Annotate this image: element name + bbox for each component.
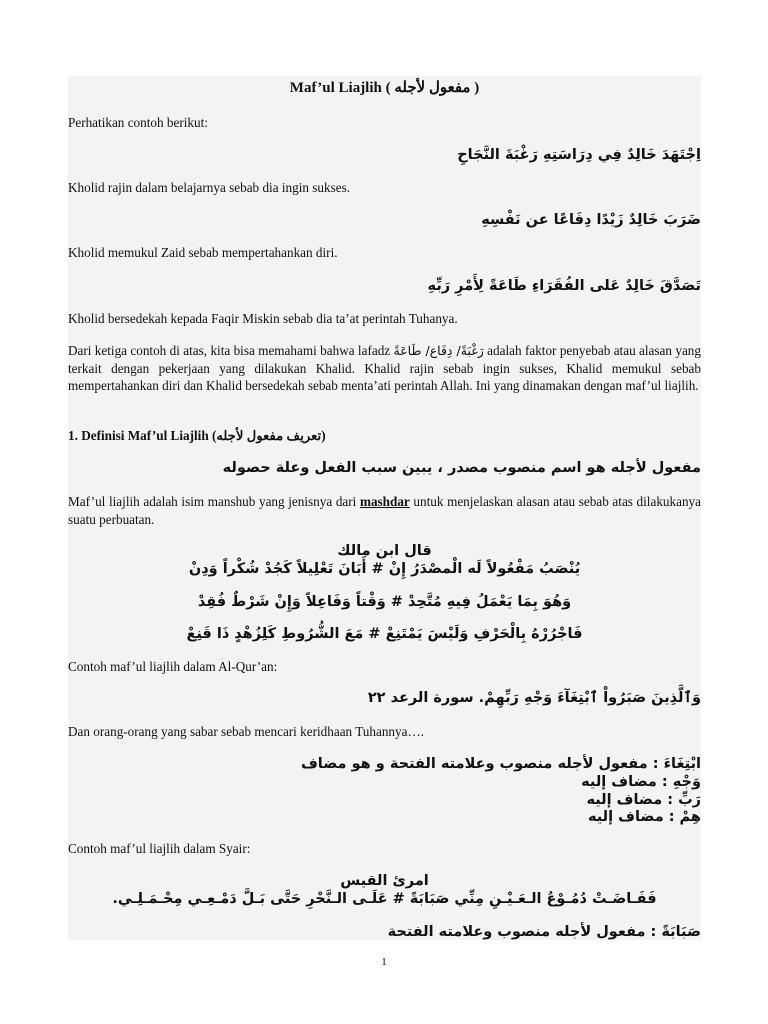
- poem-line-2: وَهُوَ بِمَا يَعْمَلُ فِيهِ مُتَّحِدْ # وَقْتاً وَفَاعِلاً وَإِنْ شَرْطٌ فُقِدْ: [197, 594, 572, 610]
- poem-heading: قال ابن مالك: [337, 543, 432, 559]
- explanation-part-2: adalah faktor penyebab atau alasan yang terkait dengan pekerjaan yang dilakukan Khalid. Khalid rajin sebab ingin sukses, Khalid memukul sebab mempertahankan diri dan Khalid bersedekah sebab menta’ati perintah Allah. Ini yang dinamakan dengan maf’ul liajlih.: [68, 343, 701, 393]
- example-3-arabic: تَصَدَّقَ خَالِدٌ عَلى الفُقَرَاءِ طَاعَةً لِأَمْرِ رَبِّهِ: [427, 278, 701, 294]
- definition-arabic: مفعول لأجله هو اسم منصوب مصدر ، يبين سبب الفعل وعلة حصوله: [222, 460, 701, 476]
- poem-line-3: فَاجْرُرْهُ بِالْحَرْفِ وَلَيْسَ يَمْتَنِعْ # مَعَ الشُّرُوطِ كَلِزُهْدٍ ذَا قَنِعْ: [186, 626, 583, 642]
- example-1-arabic: اِجْتَهَدَ خَالِدٌ فِي دِرَاسَتِهِ رَغْبَةَ النَّجَاحِ: [457, 147, 701, 163]
- example-3-translation: Kholid bersedekah kepada Faqir Miskin sebab dia ta’at perintah Tuhanya.: [68, 311, 458, 326]
- definition-paragraph: [68, 493, 701, 528]
- example-2-arabic: ضَرَبَ خَالِدٌ زَيْدًا دِفَاعًا عن نَفْسِهِ: [481, 212, 701, 228]
- irab-line-1: ابْتِغَاءَ : مفعول لأجله منصوب وعلامته الفتحة و هو مضاف: [300, 756, 701, 772]
- syair-line: فَفَـاضَـتْ دُمُـوْعُ الـعَـيْـنِ مِنِّي صَبَابَةً # عَلَـى الـنَّحْرِ حَتَّى بَـلَّ دَمْـعِـي مِحْـمَـلِـي.: [112, 891, 657, 907]
- irab-line-4: هِمْ : مضاف إليه: [587, 809, 701, 825]
- intro-text: Perhatikan contoh berikut:: [68, 115, 208, 130]
- page-number: 1: [381, 956, 387, 968]
- example-1-translation: Kholid rajin dalam belajarnya sebab dia ingin sukses.: [68, 180, 350, 195]
- explanation-part-1: Dari ketiga contoh di atas, kita bisa memahami bahwa lafadz: [68, 343, 394, 358]
- irab-line-5: صَبَابَةً : مفعول لأجله منصوب وعلامته الفتحة: [387, 924, 701, 940]
- poem-line-1: يُنْصَبُ مَفْعُولاً لَه الْمصْدَرُ إِنْ # أَبَانَ تَعْلِيلاً كَجُدْ شُكْراً وَدِنْ: [188, 561, 581, 577]
- section-heading-definition: 1. Definisi Maf’ul Liajlih (تعريف مفعول لأجله): [68, 428, 326, 443]
- irab-line-2: وَجْهِ : مضاف إليه: [581, 774, 701, 790]
- example-2-translation: Kholid memukul Zaid sebab mempertahankan diri.: [68, 245, 338, 260]
- page-title: Maf’ul Liajlih ( مفعول لأجله ): [289, 80, 480, 96]
- quran-translation: Dan orang-orang yang sabar sebab mencari keridhaan Tuhannya….: [68, 724, 424, 739]
- quran-intro: Contoh maf’ul liajlih dalam Al-Qur’an:: [68, 659, 278, 674]
- quran-arabic: وَٱلَّذِينَ صَبَرُواْ ٱبْتِغَآءَ وَجْهِ رَبِّهِمْ. سورة الرعد ٢٢: [367, 690, 701, 706]
- irab-line-3: رَبِّ : مضاف إليه: [586, 792, 701, 808]
- explanation-arabic-words: رَغْبَةً/ دِفَاع/ طَاعَةً: [393, 343, 484, 358]
- syair-heading: امرئ القيس: [340, 873, 429, 889]
- definition-keyword: mashdar: [359, 494, 410, 509]
- definition-part-1: Maf’ul liajlih adalah isim manshub yang jenisnya dari: [68, 494, 360, 509]
- syair-intro: Contoh maf’ul liajlih dalam Syair:: [68, 841, 251, 856]
- definition-part-2: untuk menjelaskan alasan atau sebab atas dilakukanya suatu perbuatan.: [68, 494, 701, 527]
- explanation-paragraph: [68, 342, 701, 395]
